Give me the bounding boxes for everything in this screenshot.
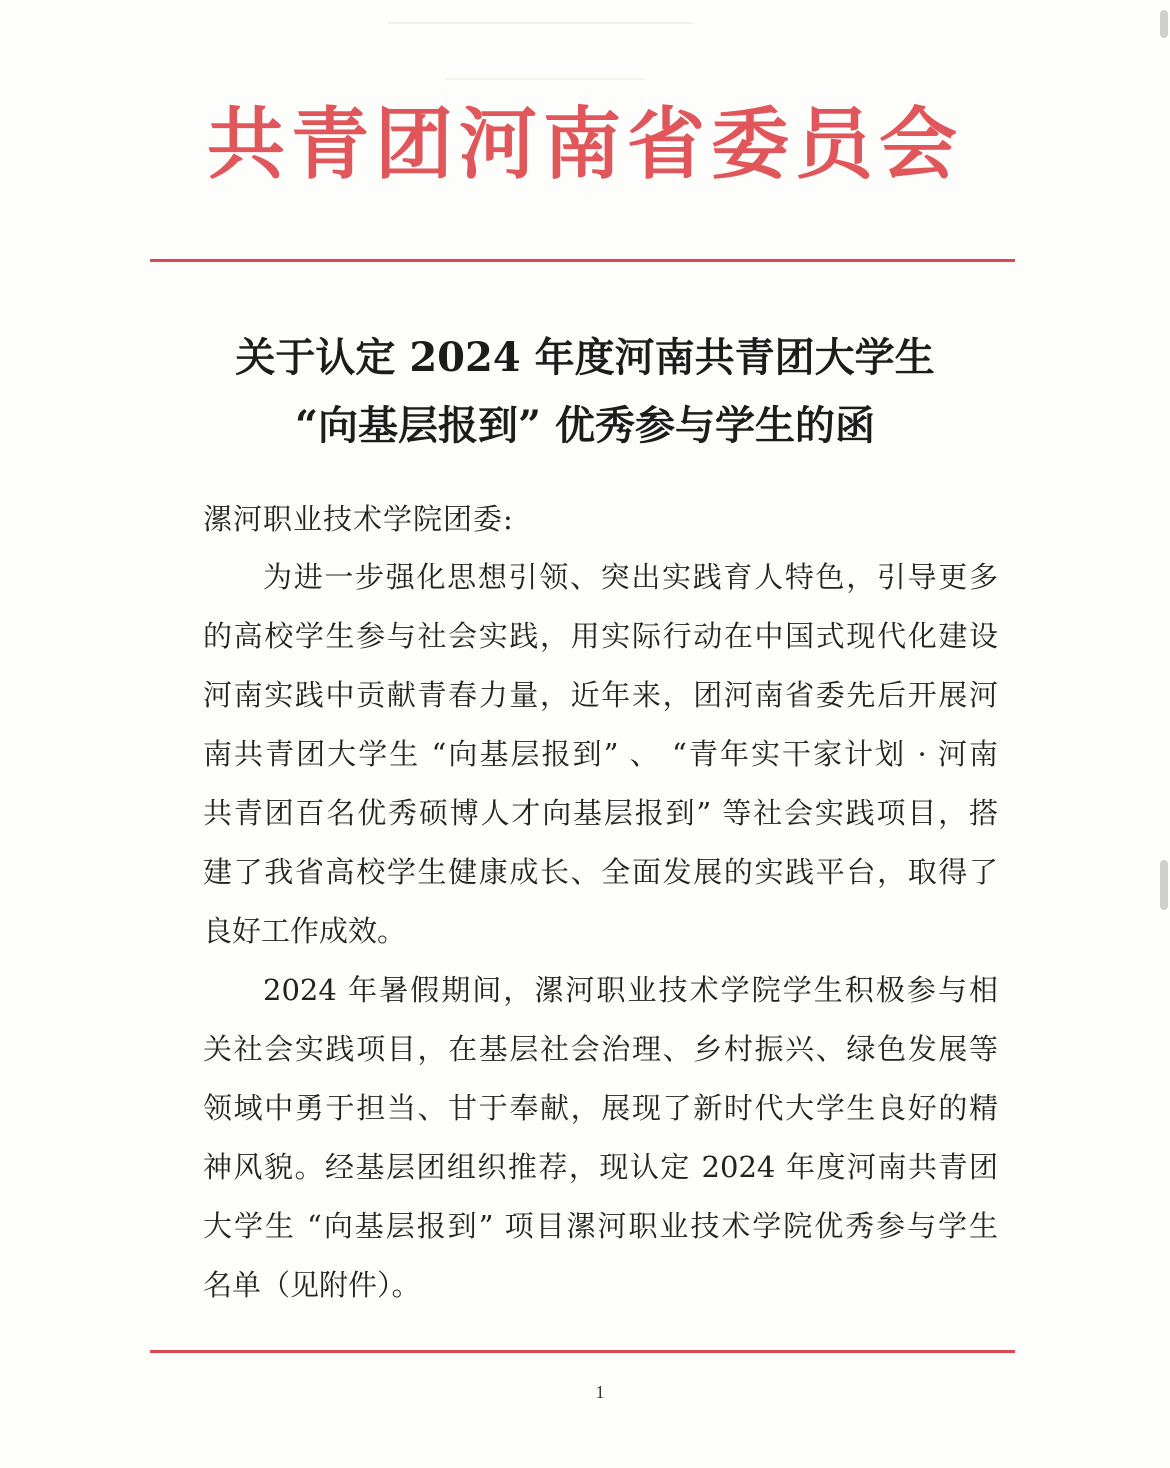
paragraph-2-line: 领域中勇于担当、甘于奉献，展现了新时代大学生良好的精	[203, 1091, 998, 1125]
paragraph-1-line: 建了我省高校学生健康成长、全面发展的实践平台，取得了	[203, 855, 998, 889]
paragraph-1-line: 南共青团大学生 “向基层报到” 、 “青年实干家计划 · 河南	[203, 737, 998, 771]
paragraph-2-line: 关社会实践项目，在基层社会治理、乡村振兴、绿色发展等	[203, 1032, 998, 1066]
paragraph-1-line: 河南实践中贡献青春力量，近年来，团河南省委先后开展河	[203, 678, 998, 712]
letterhead-org-name: 共青团河南省委员会	[206, 99, 963, 190]
document-title-line-2: “向基层报到” 优秀参与学生的函	[295, 402, 875, 449]
salutation: 漯河职业技术学院团委:	[203, 502, 514, 536]
paragraph-1-line: 共青团百名优秀硕博人才向基层报到” 等社会实践项目，搭	[203, 796, 998, 830]
paragraph-2-line: 神风貌。经基层团组织推荐，现认定 2024 年度河南共青团	[203, 1150, 998, 1184]
paragraph-2-line: 2024 年暑假期间，漯河职业技术学院学生积极参与相	[263, 973, 998, 1007]
paragraph-1-line: 良好工作成效。	[203, 914, 407, 948]
page-number: 1	[595, 1382, 605, 1402]
scrollbar-thumb[interactable]	[1160, 860, 1168, 910]
letterhead-red-rule	[150, 259, 1015, 262]
paragraph-2-line: 名单（见附件）。	[203, 1268, 421, 1302]
footer-red-rule	[150, 1350, 1015, 1353]
scan-artifact-line	[445, 78, 645, 80]
paragraph-1-line: 为进一步强化思想引领、突出实践育人特色，引导更多	[263, 560, 998, 594]
scrollbar-thumb-top[interactable]	[1160, 10, 1168, 38]
paragraph-2-line: 大学生 “向基层报到” 项目漯河职业技术学院优秀参与学生	[203, 1209, 998, 1243]
scan-artifact-line	[388, 22, 693, 24]
paragraph-1-line: 的高校学生参与社会实践，用实际行动在中国式现代化建设	[203, 619, 998, 653]
document-title-line-1: 关于认定 2024 年度河南共青团大学生	[235, 334, 935, 381]
